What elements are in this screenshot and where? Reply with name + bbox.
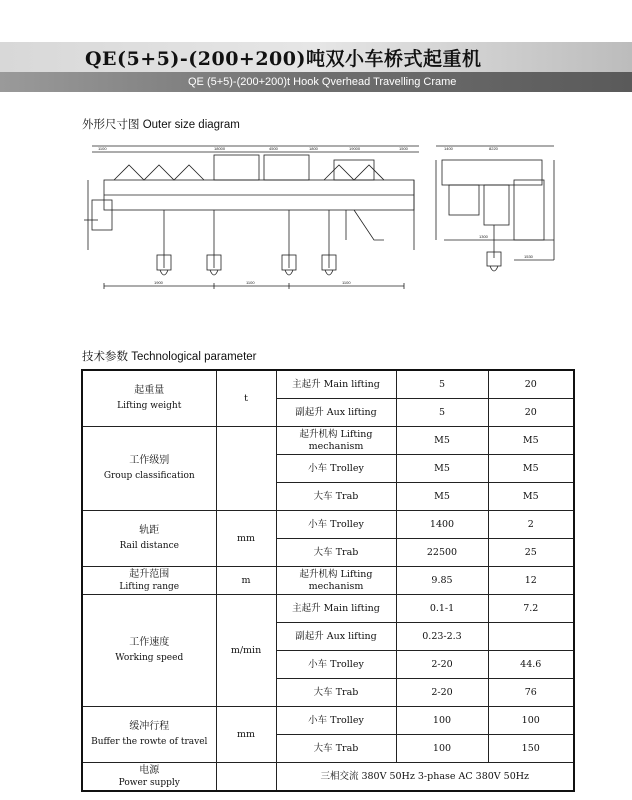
outer-size-drawing (84, 140, 584, 300)
value-cell: M5 (488, 455, 574, 483)
item-cell: 大车 Trab (276, 483, 396, 511)
item-cell: 大车 Trab (276, 679, 396, 707)
value-cell: M5 (396, 427, 488, 455)
outer-size-heading: 外形尺寸图 Outer size diagram (82, 119, 240, 131)
table-row (82, 763, 574, 792)
power-value-cell: 三相交流 380V 50Hz 3-phase AC 380V 50Hz (276, 763, 574, 792)
value-cell: 5 (396, 370, 488, 399)
dim-top-6: 1500 (399, 146, 408, 151)
unit-cell: mm (216, 707, 276, 763)
value-cell: M5 (396, 455, 488, 483)
item-cell: 小车 Trolley (276, 511, 396, 539)
value-cell: 20 (488, 370, 574, 399)
dim-top-2: 18000 (214, 146, 226, 151)
item-cell: 小车 Trolley (276, 455, 396, 483)
page-subtitle: QE (5+5)-(200+200)t Hook Qverhead Travelling Crame (188, 76, 457, 88)
item-cell: 起升机构 Lifting mechanism (276, 567, 396, 595)
value-cell: 2-20 (396, 679, 488, 707)
item-cell: 起升机构 Lifting mechanism (276, 427, 396, 455)
item-cell: 大车 Trab (276, 539, 396, 567)
value-cell: M5 (396, 483, 488, 511)
value-cell: M5 (488, 483, 574, 511)
table-row (82, 370, 574, 399)
item-cell: 主起升 Main lifting (276, 595, 396, 623)
param-label-buffer: 缓冲行程 Buffer the rowte of travel (82, 707, 216, 763)
dim-bottom-1: 1900 (154, 280, 163, 285)
dim-side-1: 1400 (444, 146, 453, 151)
value-cell: M5 (488, 427, 574, 455)
unit-cell: t (216, 370, 276, 427)
value-cell: 100 (396, 735, 488, 763)
value-cell: 0.1-1 (396, 595, 488, 623)
table-row (82, 427, 574, 455)
value-cell: 5 (396, 399, 488, 427)
dim-top-5: 19000 (349, 146, 361, 151)
param-label-group: 工作级别 Group classification (82, 427, 216, 511)
param-label-rail: 轨距 Rail distance (82, 511, 216, 567)
dim-side-2: 8220 (489, 146, 498, 151)
dim-top-4: 1800 (309, 146, 318, 151)
dim-side-4: 1300 (479, 234, 488, 239)
param-label-speed: 工作速度 Working speed (82, 595, 216, 707)
value-cell: 0.23-2.3 (396, 623, 488, 651)
value-cell: 12 (488, 567, 574, 595)
table-row (82, 595, 574, 623)
value-cell: 100 (396, 707, 488, 735)
value-cell: 2 (488, 511, 574, 539)
item-cell: 小车 Trolley (276, 707, 396, 735)
page-title: QE(5+5)-(200+200)吨双小车桥式起重机 (85, 48, 482, 70)
item-cell: 主起升 Main lifting (276, 370, 396, 399)
unit-cell: mm (216, 511, 276, 567)
table-row (82, 707, 574, 735)
param-label-power: 电源 Power supply (82, 763, 216, 792)
value-cell: 150 (488, 735, 574, 763)
unit-cell (216, 763, 276, 792)
item-cell: 小车 Trolley (276, 651, 396, 679)
item-cell: 副起升 Aux lifting (276, 623, 396, 651)
unit-cell (216, 427, 276, 511)
dim-bottom-2: 1100 (246, 280, 255, 285)
item-cell: 副起升 Aux lifting (276, 399, 396, 427)
value-cell: 100 (488, 707, 574, 735)
value-cell: 7.2 (488, 595, 574, 623)
value-cell: 20 (488, 399, 574, 427)
value-cell: 76 (488, 679, 574, 707)
value-cell: 9.85 (396, 567, 488, 595)
dim-side-3: 1530 (524, 254, 533, 259)
value-cell: 1400 (396, 511, 488, 539)
dim-bottom-3: 1100 (342, 280, 351, 285)
params-heading: 技术参数 Technological parameter (82, 351, 257, 363)
parameter-table (81, 369, 575, 792)
value-cell (488, 623, 574, 651)
item-cell: 大车 Trab (276, 735, 396, 763)
dim-top-3: 4500 (269, 146, 278, 151)
value-cell: 44.6 (488, 651, 574, 679)
value-cell: 22500 (396, 539, 488, 567)
unit-cell: m (216, 567, 276, 595)
table-row (82, 567, 574, 595)
param-label-lifting-weight: 起重量 Lifting weight (82, 370, 216, 427)
value-cell: 2-20 (396, 651, 488, 679)
value-cell: 25 (488, 539, 574, 567)
unit-cell: m/min (216, 595, 276, 707)
dim-top-1: 1100 (98, 146, 107, 151)
param-label-range: 起升范围 Lifting range (82, 567, 216, 595)
table-row (82, 511, 574, 539)
